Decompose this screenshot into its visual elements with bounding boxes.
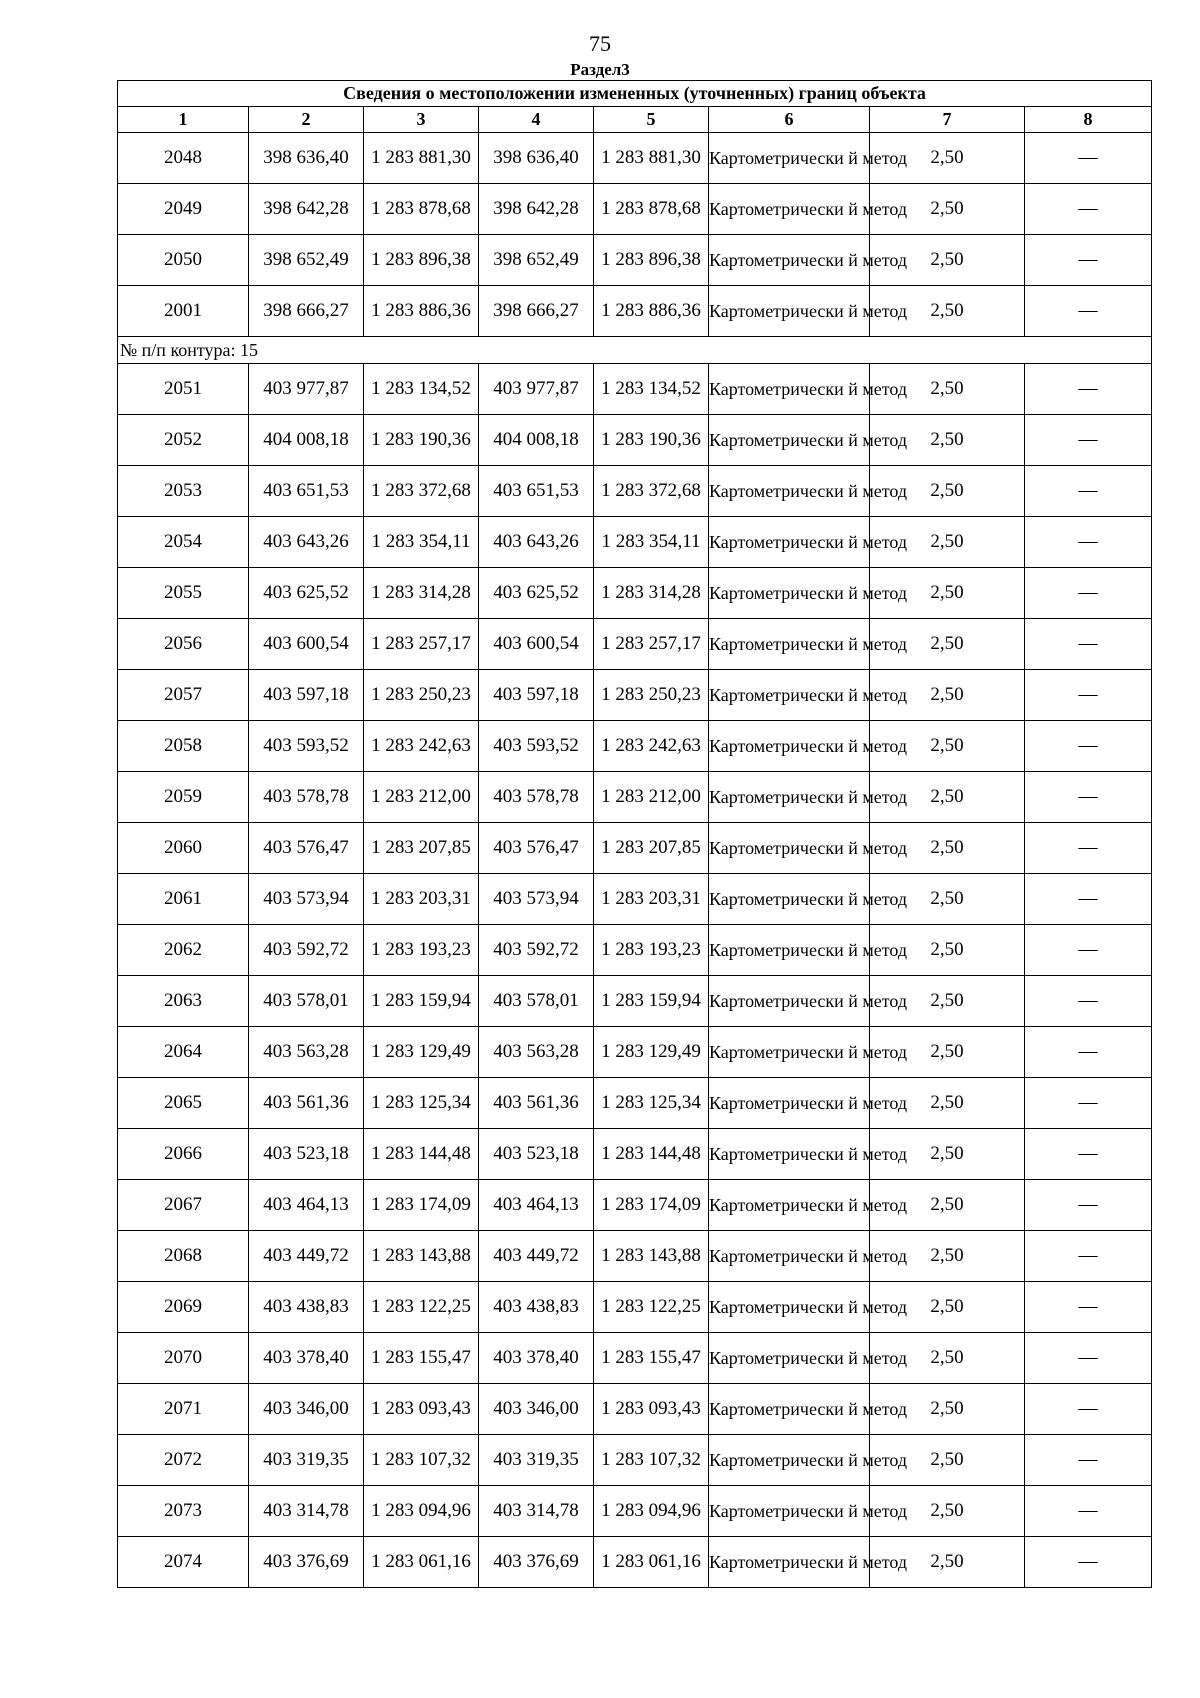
y-old-cell: 1 283 134,52 [364,364,479,415]
method-cell: Картометрически й метод [709,184,870,235]
accuracy-cell: 2,50 [870,1384,1025,1435]
y-new-cell: 1 283 242,63 [594,721,709,772]
point-number-cell: 2052 [118,415,249,466]
x-new-cell: 403 578,01 [479,976,594,1027]
accuracy-cell: 2,50 [870,466,1025,517]
y-new-cell: 1 283 878,68 [594,184,709,235]
y-new-cell: 1 283 094,96 [594,1486,709,1537]
x-new-cell: 403 376,69 [479,1537,594,1588]
x-old-cell: 403 449,72 [249,1231,364,1282]
method-cell: Картометрически й метод [709,1180,870,1231]
column-header: 3 [364,107,479,133]
table-row [118,1435,1152,1486]
accuracy-cell: 2,50 [870,364,1025,415]
point-number-cell: 2060 [118,823,249,874]
y-new-cell: 1 283 257,17 [594,619,709,670]
x-new-cell: 403 346,00 [479,1384,594,1435]
description-cell: — [1025,364,1152,415]
x-new-cell: 403 563,28 [479,1027,594,1078]
x-old-cell: 403 319,35 [249,1435,364,1486]
y-new-cell: 1 283 207,85 [594,823,709,874]
y-old-cell: 1 283 193,23 [364,925,479,976]
table-body [118,133,1152,1588]
point-number-cell: 2070 [118,1333,249,1384]
method-cell: Картометрически й метод [709,772,870,823]
table-row [118,772,1152,823]
point-number-cell: 2055 [118,568,249,619]
x-new-cell: 403 977,87 [479,364,594,415]
description-cell: — [1025,133,1152,184]
method-cell: Картометрически й метод [709,286,870,337]
y-old-cell: 1 283 122,25 [364,1282,479,1333]
accuracy-cell: 2,50 [870,874,1025,925]
accuracy-cell: 2,50 [870,721,1025,772]
point-number-cell: 2001 [118,286,249,337]
x-new-cell: 404 008,18 [479,415,594,466]
y-new-cell: 1 283 134,52 [594,364,709,415]
table-row [118,1333,1152,1384]
accuracy-cell: 2,50 [870,670,1025,721]
y-old-cell: 1 283 881,30 [364,133,479,184]
point-number-cell: 2059 [118,772,249,823]
description-cell: — [1025,1231,1152,1282]
y-old-cell: 1 283 144,48 [364,1129,479,1180]
description-cell: — [1025,1027,1152,1078]
description-cell: — [1025,772,1152,823]
contour-label: № п/п контура: 15 [118,337,1152,364]
x-old-cell: 398 642,28 [249,184,364,235]
method-cell: Картометрически й метод [709,874,870,925]
column-header-row [118,107,1152,133]
point-number-cell: 2057 [118,670,249,721]
x-old-cell: 403 346,00 [249,1384,364,1435]
x-new-cell: 403 600,54 [479,619,594,670]
x-old-cell: 403 593,52 [249,721,364,772]
y-new-cell: 1 283 250,23 [594,670,709,721]
x-old-cell: 398 652,49 [249,235,364,286]
method-cell: Картометрически й метод [709,1282,870,1333]
y-new-cell: 1 283 190,36 [594,415,709,466]
x-new-cell: 403 625,52 [479,568,594,619]
description-cell: — [1025,517,1152,568]
accuracy-cell: 2,50 [870,1129,1025,1180]
table-row [118,1537,1152,1588]
method-cell: Картометрически й метод [709,415,870,466]
table-row [118,466,1152,517]
point-number-cell: 2061 [118,874,249,925]
y-old-cell: 1 283 896,38 [364,235,479,286]
description-cell: — [1025,1537,1152,1588]
method-cell: Картометрически й метод [709,976,870,1027]
y-old-cell: 1 283 372,68 [364,466,479,517]
x-new-cell: 403 578,78 [479,772,594,823]
table-caption: Сведения о местоположении измененных (уточненных) границ объекта [118,81,1152,107]
contour-row [118,337,1152,364]
point-number-cell: 2051 [118,364,249,415]
description-cell: — [1025,1180,1152,1231]
section-title: Раздел3 [570,60,630,79]
description-cell: — [1025,286,1152,337]
method-cell: Картометрически й метод [709,823,870,874]
point-number-cell: 2063 [118,976,249,1027]
table-row [118,133,1152,184]
point-number-cell: 2062 [118,925,249,976]
table-row [118,823,1152,874]
accuracy-cell: 2,50 [870,823,1025,874]
method-cell: Картометрически й метод [709,1435,870,1486]
x-old-cell: 398 666,27 [249,286,364,337]
y-old-cell: 1 283 125,34 [364,1078,479,1129]
description-cell: — [1025,1384,1152,1435]
x-old-cell: 403 643,26 [249,517,364,568]
accuracy-cell: 2,50 [870,976,1025,1027]
method-cell: Картометрически й метод [709,721,870,772]
accuracy-cell: 2,50 [870,1027,1025,1078]
column-header: 7 [870,107,1025,133]
y-old-cell: 1 283 242,63 [364,721,479,772]
accuracy-cell: 2,50 [870,619,1025,670]
y-old-cell: 1 283 107,32 [364,1435,479,1486]
accuracy-cell: 2,50 [870,517,1025,568]
table-row [118,235,1152,286]
point-number-cell: 2054 [118,517,249,568]
description-cell: — [1025,874,1152,925]
table-row [118,619,1152,670]
x-old-cell: 403 523,18 [249,1129,364,1180]
x-old-cell: 403 600,54 [249,619,364,670]
x-new-cell: 403 523,18 [479,1129,594,1180]
accuracy-cell: 2,50 [870,1537,1025,1588]
coordinates-table [117,80,1152,1588]
accuracy-cell: 2,50 [870,415,1025,466]
y-old-cell: 1 283 878,68 [364,184,479,235]
description-cell: — [1025,466,1152,517]
description-cell: — [1025,568,1152,619]
accuracy-cell: 2,50 [870,1282,1025,1333]
x-new-cell: 403 593,52 [479,721,594,772]
method-cell: Картометрически й метод [709,1027,870,1078]
y-new-cell: 1 283 143,88 [594,1231,709,1282]
point-number-cell: 2066 [118,1129,249,1180]
x-new-cell: 398 666,27 [479,286,594,337]
y-old-cell: 1 283 257,17 [364,619,479,670]
column-header: 6 [709,107,870,133]
x-new-cell: 403 449,72 [479,1231,594,1282]
x-old-cell: 403 561,36 [249,1078,364,1129]
x-old-cell: 403 576,47 [249,823,364,874]
point-number-cell: 2053 [118,466,249,517]
method-cell: Картометрически й метод [709,466,870,517]
point-number-cell: 2065 [118,1078,249,1129]
table-row [118,976,1152,1027]
method-cell: Картометрически й метод [709,1078,870,1129]
x-old-cell: 403 378,40 [249,1333,364,1384]
y-new-cell: 1 283 159,94 [594,976,709,1027]
method-cell: Картометрически й метод [709,619,870,670]
description-cell: — [1025,1435,1152,1486]
y-old-cell: 1 283 250,23 [364,670,479,721]
table-row [118,1129,1152,1180]
table-row [118,568,1152,619]
method-cell: Картометрически й метод [709,235,870,286]
x-old-cell: 403 578,78 [249,772,364,823]
description-cell: — [1025,619,1152,670]
description-cell: — [1025,1078,1152,1129]
x-new-cell: 403 378,40 [479,1333,594,1384]
y-new-cell: 1 283 129,49 [594,1027,709,1078]
x-old-cell: 403 578,01 [249,976,364,1027]
accuracy-cell: 2,50 [870,772,1025,823]
table-row [118,925,1152,976]
point-number-cell: 2058 [118,721,249,772]
description-cell: — [1025,721,1152,772]
y-new-cell: 1 283 881,30 [594,133,709,184]
table-row [118,1078,1152,1129]
x-new-cell: 403 573,94 [479,874,594,925]
method-cell: Картометрически й метод [709,1129,870,1180]
description-cell: — [1025,1129,1152,1180]
point-number-cell: 2069 [118,1282,249,1333]
description-cell: — [1025,670,1152,721]
accuracy-cell: 2,50 [870,286,1025,337]
x-old-cell: 404 008,18 [249,415,364,466]
table-row [118,517,1152,568]
accuracy-cell: 2,50 [870,1078,1025,1129]
point-number-cell: 2071 [118,1384,249,1435]
method-cell: Картометрически й метод [709,1537,870,1588]
x-new-cell: 403 319,35 [479,1435,594,1486]
column-header: 8 [1025,107,1152,133]
accuracy-cell: 2,50 [870,133,1025,184]
table-row [118,874,1152,925]
column-header: 5 [594,107,709,133]
table-row [118,364,1152,415]
y-new-cell: 1 283 886,36 [594,286,709,337]
x-new-cell: 403 592,72 [479,925,594,976]
description-cell: — [1025,1282,1152,1333]
table-row [118,1384,1152,1435]
method-cell: Картометрически й метод [709,1231,870,1282]
x-old-cell: 403 625,52 [249,568,364,619]
y-old-cell: 1 283 093,43 [364,1384,479,1435]
x-old-cell: 398 636,40 [249,133,364,184]
table-row [118,1486,1152,1537]
point-number-cell: 2050 [118,235,249,286]
description-cell: — [1025,976,1152,1027]
accuracy-cell: 2,50 [870,235,1025,286]
x-new-cell: 398 642,28 [479,184,594,235]
accuracy-cell: 2,50 [870,568,1025,619]
y-old-cell: 1 283 203,31 [364,874,479,925]
description-cell: — [1025,1486,1152,1537]
point-number-cell: 2056 [118,619,249,670]
point-number-cell: 2064 [118,1027,249,1078]
point-number-cell: 2072 [118,1435,249,1486]
x-new-cell: 403 576,47 [479,823,594,874]
accuracy-cell: 2,50 [870,184,1025,235]
y-new-cell: 1 283 174,09 [594,1180,709,1231]
y-new-cell: 1 283 896,38 [594,235,709,286]
table-row [118,1180,1152,1231]
x-old-cell: 403 563,28 [249,1027,364,1078]
y-new-cell: 1 283 061,16 [594,1537,709,1588]
point-number-cell: 2049 [118,184,249,235]
x-new-cell: 403 643,26 [479,517,594,568]
accuracy-cell: 2,50 [870,1333,1025,1384]
y-old-cell: 1 283 061,16 [364,1537,479,1588]
method-cell: Картометрически й метод [709,517,870,568]
y-new-cell: 1 283 093,43 [594,1384,709,1435]
y-new-cell: 1 283 125,34 [594,1078,709,1129]
y-old-cell: 1 283 190,36 [364,415,479,466]
accuracy-cell: 2,50 [870,1486,1025,1537]
y-new-cell: 1 283 107,32 [594,1435,709,1486]
y-new-cell: 1 283 144,48 [594,1129,709,1180]
x-new-cell: 403 597,18 [479,670,594,721]
table-row [118,670,1152,721]
point-number-cell: 2073 [118,1486,249,1537]
y-new-cell: 1 283 314,28 [594,568,709,619]
method-cell: Картометрически й метод [709,1384,870,1435]
method-cell: Картометрически й метод [709,364,870,415]
method-cell: Картометрически й метод [709,670,870,721]
method-cell: Картометрически й метод [709,133,870,184]
x-new-cell: 403 438,83 [479,1282,594,1333]
y-old-cell: 1 283 174,09 [364,1180,479,1231]
x-old-cell: 403 464,13 [249,1180,364,1231]
x-old-cell: 403 977,87 [249,364,364,415]
table-row [118,721,1152,772]
x-old-cell: 403 376,69 [249,1537,364,1588]
y-old-cell: 1 283 212,00 [364,772,479,823]
description-cell: — [1025,184,1152,235]
y-old-cell: 1 283 207,85 [364,823,479,874]
description-cell: — [1025,235,1152,286]
description-cell: — [1025,1333,1152,1384]
y-old-cell: 1 283 094,96 [364,1486,479,1537]
x-new-cell: 403 561,36 [479,1078,594,1129]
column-header: 2 [249,107,364,133]
table-row [118,184,1152,235]
x-new-cell: 403 314,78 [479,1486,594,1537]
x-new-cell: 403 651,53 [479,466,594,517]
table-row [118,1027,1152,1078]
table-row [118,1282,1152,1333]
method-cell: Картометрически й метод [709,1486,870,1537]
y-old-cell: 1 283 354,11 [364,517,479,568]
y-new-cell: 1 283 203,31 [594,874,709,925]
y-new-cell: 1 283 193,23 [594,925,709,976]
accuracy-cell: 2,50 [870,1231,1025,1282]
column-header: 1 [118,107,249,133]
method-cell: Картометрически й метод [709,1333,870,1384]
x-old-cell: 403 597,18 [249,670,364,721]
y-old-cell: 1 283 155,47 [364,1333,479,1384]
y-old-cell: 1 283 314,28 [364,568,479,619]
description-cell: — [1025,823,1152,874]
x-old-cell: 403 592,72 [249,925,364,976]
y-new-cell: 1 283 122,25 [594,1282,709,1333]
y-new-cell: 1 283 212,00 [594,772,709,823]
table-row [118,415,1152,466]
point-number-cell: 2067 [118,1180,249,1231]
y-new-cell: 1 283 354,11 [594,517,709,568]
accuracy-cell: 2,50 [870,1435,1025,1486]
column-header: 4 [479,107,594,133]
accuracy-cell: 2,50 [870,1180,1025,1231]
description-cell: — [1025,925,1152,976]
x-old-cell: 403 651,53 [249,466,364,517]
y-new-cell: 1 283 372,68 [594,466,709,517]
table-row [118,286,1152,337]
point-number-cell: 2074 [118,1537,249,1588]
y-old-cell: 1 283 159,94 [364,976,479,1027]
y-old-cell: 1 283 886,36 [364,286,479,337]
x-old-cell: 403 314,78 [249,1486,364,1537]
point-number-cell: 2048 [118,133,249,184]
method-cell: Картометрически й метод [709,925,870,976]
y-old-cell: 1 283 129,49 [364,1027,479,1078]
page-number: 75 [589,31,611,56]
x-new-cell: 403 464,13 [479,1180,594,1231]
y-new-cell: 1 283 155,47 [594,1333,709,1384]
x-old-cell: 403 438,83 [249,1282,364,1333]
method-cell: Картометрически й метод [709,568,870,619]
table-row [118,1231,1152,1282]
accuracy-cell: 2,50 [870,925,1025,976]
x-new-cell: 398 652,49 [479,235,594,286]
point-number-cell: 2068 [118,1231,249,1282]
y-old-cell: 1 283 143,88 [364,1231,479,1282]
description-cell: — [1025,415,1152,466]
x-new-cell: 398 636,40 [479,133,594,184]
x-old-cell: 403 573,94 [249,874,364,925]
